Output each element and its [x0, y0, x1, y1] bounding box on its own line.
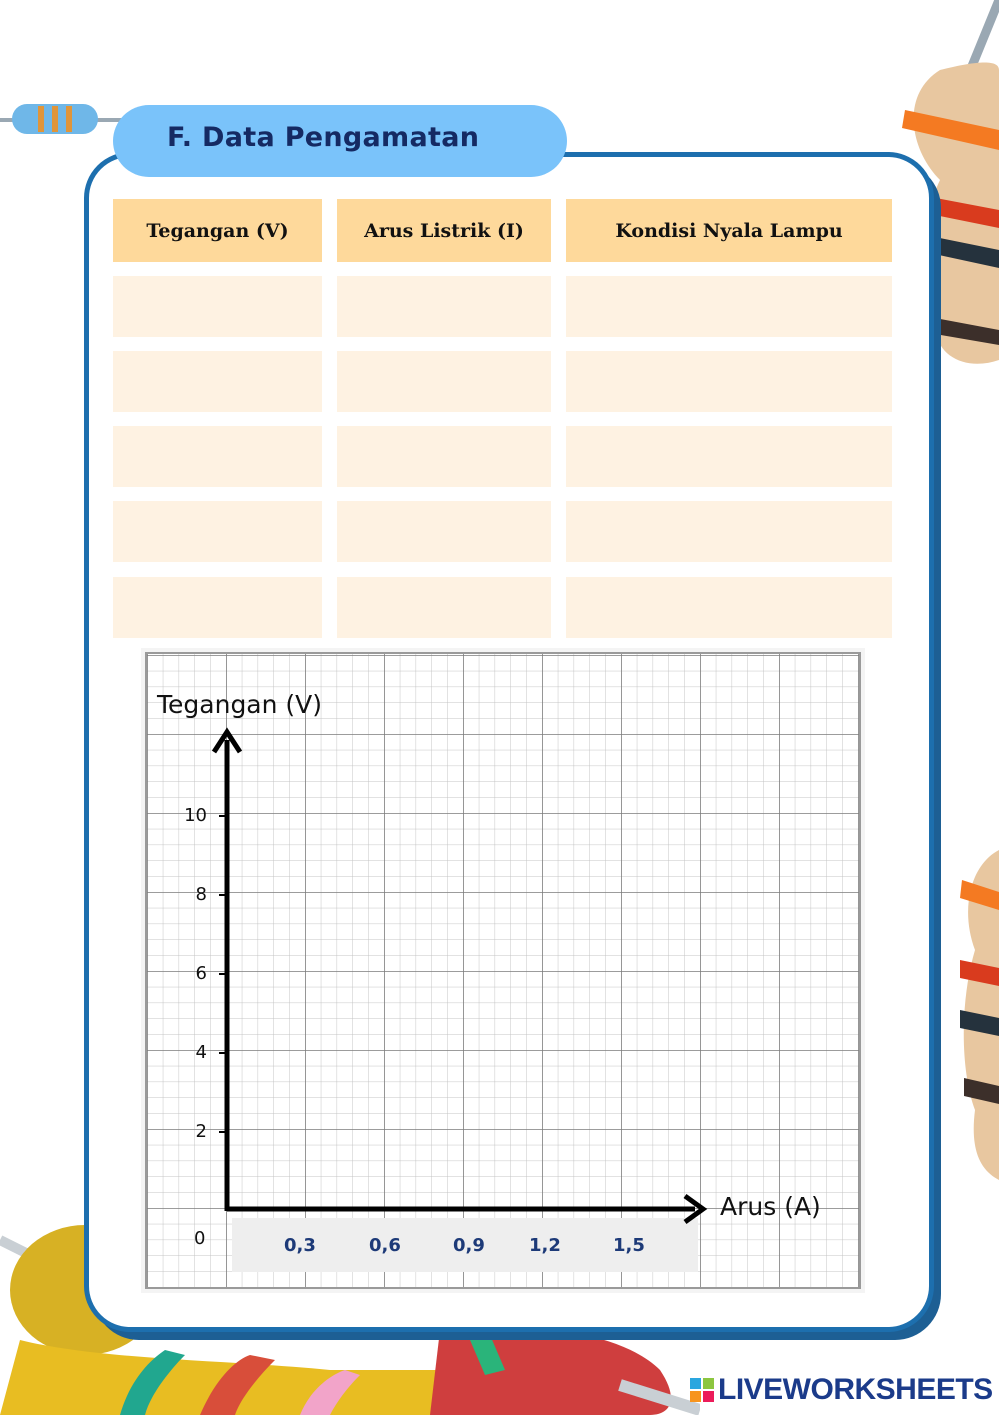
table-cell-r2-c2[interactable]: [337, 351, 551, 412]
x-tick-label: 0,9: [453, 1235, 485, 1256]
table-cell-r5-c2[interactable]: [337, 577, 551, 638]
y-tick-label: 2: [195, 1121, 207, 1142]
table-cell-r3-c3[interactable]: [566, 426, 892, 487]
origin-label: 0: [194, 1228, 206, 1249]
table-cell-r2-c3[interactable]: [566, 351, 892, 412]
x-axis-title: Arus (A): [720, 1192, 821, 1221]
brand-name: LIVEWORKSHEETS: [718, 1373, 993, 1406]
table-cell-r4-c3[interactable]: [566, 501, 892, 562]
table-cell-r2-c1[interactable]: [113, 351, 322, 412]
y-tick-label: 8: [195, 884, 207, 905]
table-cell-r5-c1[interactable]: [113, 577, 322, 638]
x-tick-label: 0,3: [284, 1235, 316, 1256]
table-cell-r3-c2[interactable]: [337, 426, 551, 487]
table-cell-r4-c1[interactable]: [113, 501, 322, 562]
table-header-tegangan: Tegangan (V): [113, 199, 322, 262]
section-title: F. Data Pengamatan: [167, 122, 480, 153]
table-cell-r3-c1[interactable]: [113, 426, 322, 487]
y-axis-title: Tegangan (V): [157, 690, 323, 719]
y-tick-label: 10: [184, 805, 207, 826]
table-cell-r4-c2[interactable]: [337, 501, 551, 562]
table-cell-r1-c3[interactable]: [566, 276, 892, 337]
liveworksheets-brand: [690, 1373, 993, 1407]
x-tick-label: 1,5: [613, 1235, 645, 1256]
y-tick-label: 4: [195, 1042, 207, 1063]
x-tick-label: 0,6: [369, 1235, 401, 1256]
table-header-kondisi: Kondisi Nyala Lampu: [566, 199, 892, 262]
resistor-top-left-decoration: [0, 90, 130, 150]
table-cell-r5-c3[interactable]: [566, 577, 892, 638]
table-cell-r1-c2[interactable]: [337, 276, 551, 337]
table-cell-r1-c1[interactable]: [113, 276, 322, 337]
table-header-arus: Arus Listrik (I): [337, 199, 551, 262]
x-tick-label: 1,2: [529, 1235, 561, 1256]
liveworksheets-logo-icon: [690, 1378, 714, 1402]
y-tick-label: 6: [195, 963, 207, 984]
